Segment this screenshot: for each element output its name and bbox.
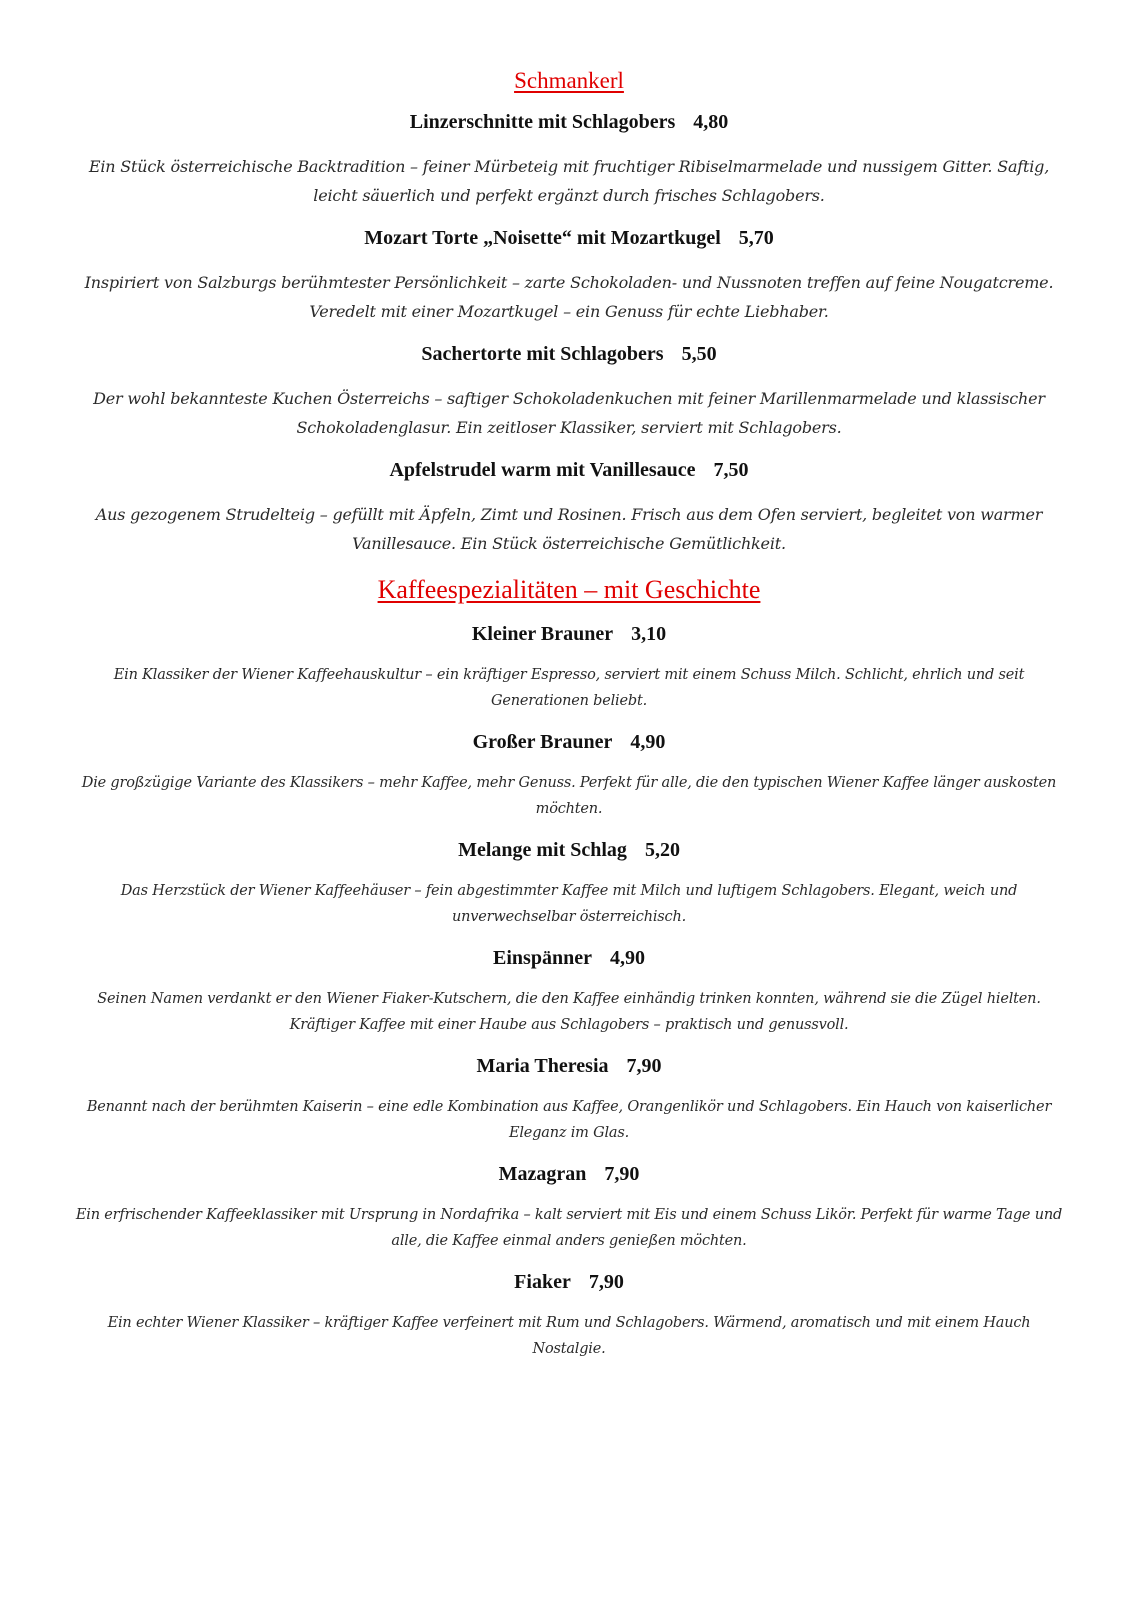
section-title-schmankerl: Schmankerl [514,68,624,93]
item-heading [72,728,1066,756]
item-name: Großer Brauner [472,731,613,753]
item-heading [72,620,1066,648]
item-price: 4,90 [630,731,666,753]
item-name: Maria Theresia [476,1055,609,1077]
section-kaffeespezialitaeten [72,572,1066,1362]
item-name: Fiaker [514,1271,571,1293]
menu-item [72,1268,1066,1362]
item-description: Aus gezogenem Strudelteig – gefüllt mit Äpfeln, Zimt und Rosinen. Frisch aus dem Ofen serviert, begleitet von warmer Vanillesauce. Ein Stück österreichische Gemütlichkeit. [95,505,1043,553]
item-name: Apfelstrudel warm mit Vanillesauce [389,459,696,481]
item-heading [72,456,1066,484]
section-schmankerl [72,64,1066,558]
menu-item [72,1052,1066,1146]
item-description: Das Herzstück der Wiener Kaffeehäuser – fein abgestimmter Kaffee mit Milch und luftigem Schlagobers. Elegant, weich und unverwechselbar österreichisch. [120,883,1018,925]
menu-item [72,456,1066,558]
item-heading [72,224,1066,252]
item-price: 5,50 [681,343,717,365]
item-price: 4,80 [693,111,729,133]
item-price: 7,50 [713,459,749,481]
menu-item [72,224,1066,326]
item-heading [72,108,1066,136]
menu-item [72,944,1066,1038]
item-heading [72,1268,1066,1296]
item-heading [72,944,1066,972]
menu-item [72,1160,1066,1254]
item-price: 5,70 [738,227,774,249]
item-description: Die großzügige Variante des Klassikers – mehr Kaffee, mehr Genuss. Perfekt für alle, die den typischen Wiener Kaffee länger auskosten möchten. [81,775,1057,817]
section-title-kaffee: Kaffeespezialitäten – mit Geschichte [377,575,761,604]
item-description: Ein erfrischender Kaffeeklassiker mit Ursprung in Nordafrika – kalt serviert mit Eis und einem Schuss Likör. Perfekt für warme Tage und alle, die Kaffee einmal anders genießen möchten. [75,1207,1063,1249]
item-description: Seinen Namen verdankt er den Wiener Fiaker-Kutschern, die den Kaffee einhändig trinken konnten, während sie die Zügel hielten. Kräftiger Kaffee mit einer Haube aus Schlagobers – praktisch und genussvoll. [97,991,1041,1033]
item-description: Der wohl bekannteste Kuchen Österreichs – saftiger Schokoladenkuchen mit feiner Marillenmarmelade und klassischer Schokoladenglasur. Ein zeitloser Klassiker, serviert mit Schlagobers. [93,389,1045,437]
item-price: 5,20 [644,839,680,861]
item-name: Melange mit Schlag [458,839,627,861]
item-description: Ein Stück österreichische Backtradition – feiner Mürbeteig mit fruchtiger Ribiselmarmelade und nussigem Gitter. Saftig, leicht säuerlich und perfekt ergänzt durch frisches Schlagobers. [88,157,1050,205]
item-price: 7,90 [588,1271,624,1293]
item-heading [72,340,1066,368]
item-description: Ein echter Wiener Klassiker – kräftiger Kaffee verfeinert mit Rum und Schlagobers. Wärmend, aromatisch und mit einem Hauch Nostalgie. [107,1315,1031,1357]
menu-item [72,108,1066,210]
menu-item [72,340,1066,442]
item-description: Ein Klassiker der Wiener Kaffeehauskultur – ein kräftiger Espresso, serviert mit einem Schuss Milch. Schlicht, ehrlich und seit Generationen beliebt. [113,667,1025,709]
item-heading [72,1160,1066,1188]
menu-item [72,728,1066,822]
item-name: Mozart Torte „Noisette“ mit Mozartkugel [364,227,721,249]
item-heading [72,1052,1066,1080]
item-description: Benannt nach der berühmten Kaiserin – eine edle Kombination aus Kaffee, Orangenlikör und Schlagobers. Ein Hauch von kaiserlicher Eleganz im Glas. [86,1099,1052,1141]
menu-item [72,620,1066,714]
item-name: Linzerschnitte mit Schlagobers [409,111,676,133]
item-description: Inspiriert von Salzburgs berühmtester Persönlichkeit – zarte Schokoladen- und Nussnoten treffen auf feine Nougatcreme. Veredelt mit einer Mozartkugel – ein Genuss für echte Liebhaber. [84,273,1054,321]
item-name: Sachertorte mit Schlagobers [421,343,664,365]
item-price: 3,10 [631,623,667,645]
item-heading [72,836,1066,864]
item-name: Kleiner Brauner [471,623,614,645]
item-price: 4,90 [609,947,645,969]
item-price: 7,90 [626,1055,662,1077]
item-price: 7,90 [604,1163,640,1185]
item-name: Einspänner [493,947,592,969]
menu-item [72,836,1066,930]
item-name: Mazagran [498,1163,587,1185]
